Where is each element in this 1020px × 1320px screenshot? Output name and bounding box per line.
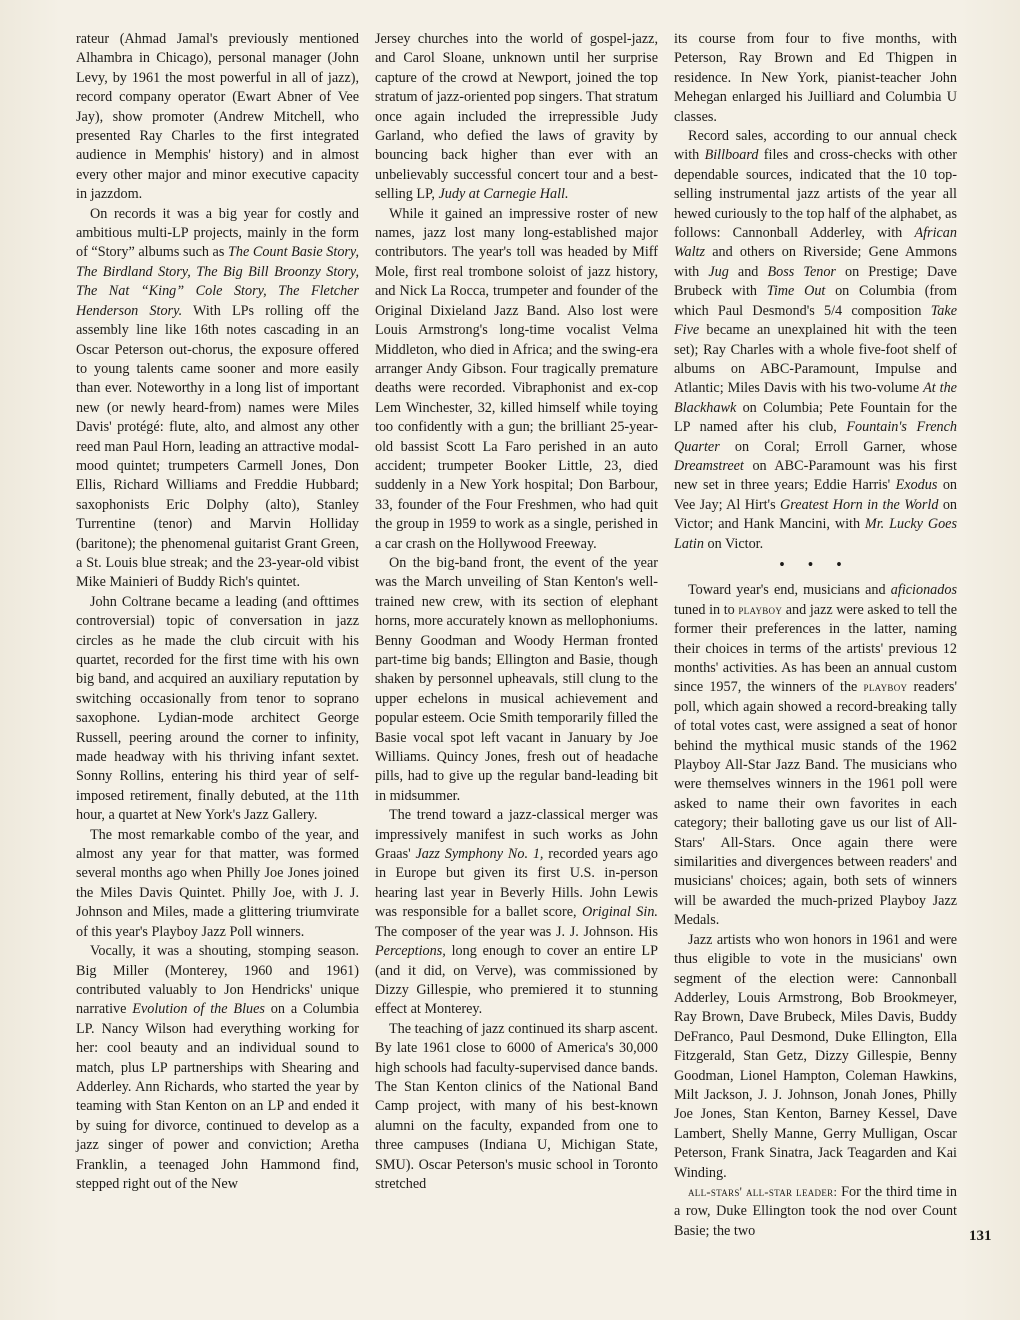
column-1 [76,30,359,1241]
paragraph: The most remarkable combo of the year, and almost any year for that matter, was formed several months ago when Philly Joe Jones joined the Miles Davis Quintet. Philly Joe, with J. J. Johnson and Miles, made a glittering triumvirate of this year's Playboy Jazz Poll winners. [76,826,359,940]
paragraph: Toward year's end, musicians and aficionados tuned in to playboy and jazz were asked to tell the former their preferences in the latter, naming their choices in terms of the artists' previous 12 months' activities. As has been an annual custom since 1957, the winners of the playboy readers' poll, which again showed a record-breaking tally of total votes cast, were assigned a seat of honor behind the mythical music stands of the 1962 Playboy All-Star Jazz Band. The musicians who were themselves winners in the 1961 poll were asked to name their own favorites in each category; their balloting gave us our list of All-Stars' All-Stars. Once again there were similarities and divergences between readers' and musicians' choices; again, both sets of winners will be awarded the much-prized Playboy Jazz Medals. [674,582,957,929]
paragraph: Jazz artists who won honors in 1961 and were thus eligible to vote in the musicians' own segment of the election were: Cannonball Adderley, Louis Armstrong, Bob Brookmeyer, Ray Brown, Dave Brubeck, Miles Davis, Buddy DeFranco, Paul Desmond, Duke Ellington, Ella Fitzgerald, Stan Getz, Dizzy Gillespie, Benny Goodman, Lionel Hampton, Coleman Hawkins, Milt Jackson, J. J. Johnson, Jonah Jones, Philly Joe Jones, Stan Kenton, Barney Kessel, Dave Lambert, Shelly Manne, Gerry Mulligan, Oscar Peterson, Frank Sinatra, Jack Teagarden and Kai Winding. [674,931,957,1181]
column-2 [375,30,658,1241]
work-title: Original Sin. [582,904,658,921]
paragraph: Record sales, according to our annual check with Billboard files and cross-checks with other dependable sources, indicated that the 10 top-selling instrumental jazz artists of the year all hewed curiously to the top half of the alphabet, as follows: Cannonball Adderley, with African Waltz and others on Riverside; Gene Ammons with Jug and Boss Tenor on Prestige; Dave Brubeck with Time Out on Columbia (from which Paul Desmond's 5/4 composition Take Five became an unexplained hit with the teen set); Ray Charles with a whole five-foot shelf of albums on ABC-Paramount, Impulse and Atlantic; Miles Davis with his two-volume At the Blackhawk on Columbia; Pete Fountain for the LP named after his club, Fountain's French Quarter on Coral; Erroll Garner, whose Dreamstreet on ABC-Paramount was his first new set in three years; Eddie Harris' Exodus on Vee Jay; Al Hirt's Greatest Horn in the World on Victor; and Hank Mancini, with Mr. Lucky Goes Latin on Victor. [674,128,958,552]
page-number: 131 [969,1228,992,1244]
paragraph: its course from four to five months, with Peterson, Ray Brown and Ed Thigpen in residence. In New York, pianist-teacher John Mehegan enlarged his Juilliard and Columbia U classes. [674,31,957,125]
paragraph: While it gained an impressive roster of new names, jazz lost many long-established major contributors. The year's toll was headed by Miff Mole, first real trombone soloist of jazz history, and Nick La Rocca, trumpeter and founder of the Original Dixieland Jazz Band. Also lost were Louis Armstrong's long-time vocalist Velma Middleton, who died in Africa; and the swing-era arranger Andy Gibson. Four tragically premature deaths were recorded. Vibraphonist and ex-cop Lem Winchester, 32, killed himself while toying too confidently with a gun; the brilliant 25-year-old bassist Scott La Faro perished in an auto accident; trumpeter Booker Little, 23, died suddenly in a New York hospital; Don Barbour, 33, founder of the Four Freshmen, who had quit the group in 1959 to work as a single, perished in a car crash on the Hollywood Freeway. [375,205,658,552]
paragraph: On the big-band front, the event of the year was the March unveiling of Stan Kenton's well-trained new crew, with its section of elephant horns, more accurately known as mellophoniums. Benny Goodman and Woody Herman fronted part-time big bands; Ellington and Basie, though shaken by personnel upheavals, still clung to the upper echelons in musical achievement and popular esteem. Ocie Smith temporarily filled the Basie vocal spot left vacant in January by Joe Williams. Quincy Jones, fresh out of headache pills, had to give up the regular band-leading bit in midsummer. [375,554,658,804]
paragraph: all-stars' all-star leader: For the third time in a row, Duke Ellington took the nod over Count Basie; the two [674,1183,957,1239]
album-title: Evolution of the Blues [132,1001,265,1018]
album-title: Judy at Carnegie Hall. [438,186,569,203]
section-separator: • • • [779,556,852,573]
paragraph: Jersey churches into the world of gospel-jazz, and Carol Sloane, unknown until her surprise capture of the crowd at Newport, joined the top stratum of jazz-oriented pop singers. That stratum once again included the irrepressible Judy Garland, who defied the laws of gravity by bouncing back higher than ever with an unbelievably successful concert tour and a best-selling LP, Judy at Carnegie Hall. [375,31,659,203]
work-title: Jazz Symphony No. 1, [415,846,544,863]
paragraph: The trend toward a jazz-classical merger was impressively manifest in such works as John Graas' Jazz Symphony No. 1, recorded years ago in Europe but given its first U.S. in-person hearing last year in Beverly Hills. John Lewis was responsible for a ballet score, Original Sin. The composer of the year was J. J. Johnson. His Perceptions, long enough to cover an entire LP (and it did, on Verve), was commissioned by Dizzy Gillespie, who premiered it to stunning effect at Monterey. [375,807,658,1018]
column-3 [674,30,957,1241]
paragraph: John Coltrane became a leading (and ofttimes controversial) topic of conversation in jazz circles as he made the club circuit with his quartet, recorded for the first time with his own big band, and acquired an auxiliary reputation by switching occasionally from tenor to soprano saxophone. Lydian-mode architect George Russell, peering around the corner to infinity, made headway with his thriving infant sextet. Sonny Rollins, entering his third year of self-imposed retirement, finally debuted, at the 11th hour, a quartet at New York's Jazz Gallery. [76,593,359,824]
paragraph: The teaching of jazz continued its sharp ascent. By late 1961 close to 6000 of America's 30,000 high schools had faculty-supervised dance bands. The Stan Kenton clinics of the National Band Camp project, with many of his best-known alumni on the faculty, expanded from one to three campuses (Indiana U, Michigan State, SMU). Oscar Peterson's music school in Toronto stretched [375,1020,658,1192]
paragraph: Vocally, it was a shouting, stomping season. Big Miller (Monterey, 1960 and 1961) contributed valuably to Jon Hendricks' unique narrative Evolution of the Blues on a Columbia LP. Nancy Wilson had everything working for her: cool beauty and an individual sound to match, plus LP partnerships with Shearing and Adderley. Ann Richards, who started the year by teaming with Stan Kenton on an LP and ended it by suing for divorce, continued to develop as a jazz singer of power and conviction; Aretha Franklin, a teenaged John Hammond find, stepped right out of the New [76,943,359,1192]
paragraph: On records it was a big year for costly and ambitious multi-LP projects, mainly in the form of “Story” albums such as The Count Basie Story, The Birdland Story, The Big Bill Broonzy Story, The Nat “King” Cole Story, The Fletcher Henderson Story. With LPs rolling off the assembly line like 16th notes cascading in an Oscar Peterson out-chorus, the exposure offered to young talents came sooner and more easily than ever. Noteworthy in a long list of important new (or newly heard-from) names were Miles Davis' protégé: flute, alto, and almost any other reed man Paul Horn, leading an attractive modal-mood quintet; trumpeters Carmell Jones, Don Ellis, Richard Williams and Freddie Hubbard; saxophonists Eric Dolphy (alto), Stanley Turrentine (tenor) and Marvin Holliday (baritone); the phenomenal guitarist Grant Green, a St. Louis blue streak; and the 23-year-old vibist Mike Mainieri of Buddy Rich's quintet. [76,205,360,591]
section-heading: all-stars' all-star leader: [688,1184,838,1199]
text-columns [76,30,957,1241]
paragraph: rateur (Ahmad Jamal's previously mentioned Alhambra in Chicago), personal manager (John Levy, by 1961 the most powerful in all of jazz), record company operator (Ewart Abner of Vee Jay), show promoter (Andrew Mitchell, who presented Ray Charles to the first integrated audience in Memphis' history) and in almost every other major and minor executive capacity in jazzdom. [76,31,359,203]
album-titles: The Count Basie Story, The Birdland Story, The Big Bill Broonzy Story, The Nat “King” Cole Story, The Fletcher Henderson Story. [76,244,359,319]
work-title: Perceptions, [375,943,446,960]
